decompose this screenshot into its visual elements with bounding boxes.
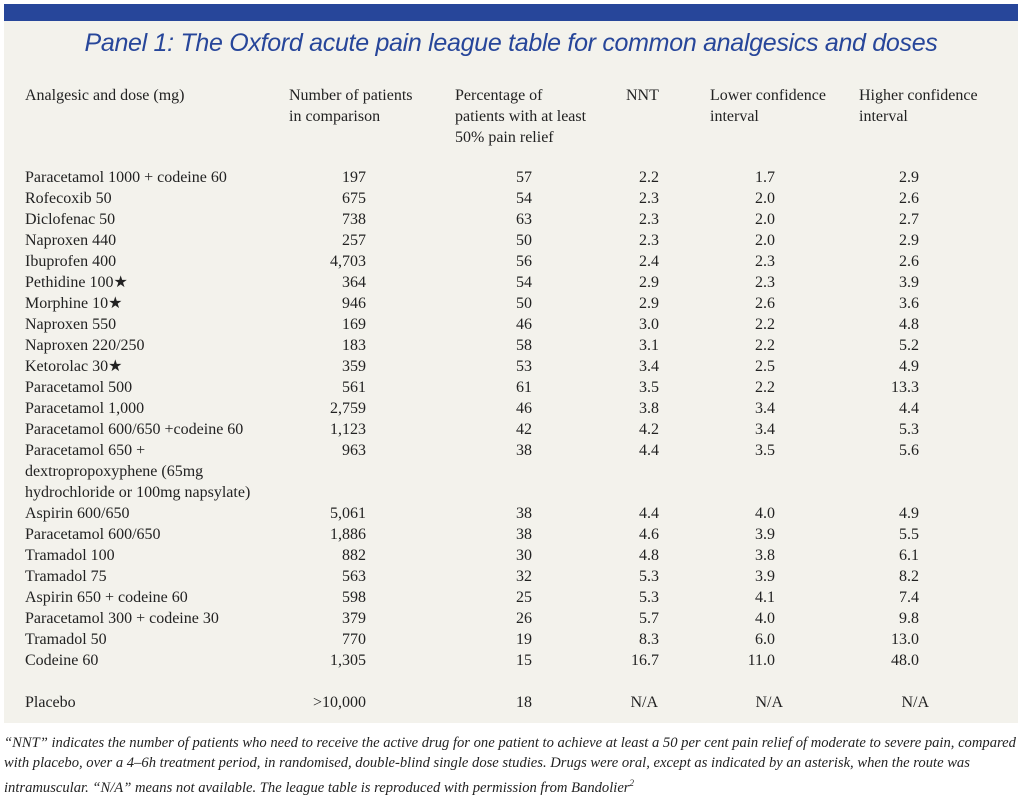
table-row: [4, 209, 1018, 230]
table-row: [4, 272, 1018, 293]
table-row: [4, 230, 1018, 251]
cell-analgesic: Tramadol 100: [25, 547, 115, 564]
table-row: [4, 356, 1018, 377]
cell-n: 675: [342, 190, 366, 207]
col-header-percentage-line: patients with at least: [455, 108, 587, 125]
table-row: [4, 377, 1018, 398]
table-row: [4, 545, 1018, 566]
cell-nnt: 2.3: [639, 211, 659, 228]
table-row: [4, 335, 1018, 356]
cell-low: 3.5: [755, 442, 775, 459]
table-row: [4, 587, 1018, 608]
cell-nnt: N/A: [630, 694, 658, 711]
cell-low: 11.0: [747, 652, 775, 669]
cell-low: 2.0: [755, 232, 775, 249]
cell-n: 379: [342, 610, 366, 627]
cell-nnt: 3.8: [639, 400, 659, 417]
cell-low: 6.0: [755, 631, 775, 648]
cell-pct: 42: [516, 421, 532, 438]
cell-high: 3.9: [899, 274, 919, 291]
cell-analgesic: Paracetamol 1000 + codeine 60: [25, 169, 227, 186]
cell-nnt: 2.9: [639, 274, 659, 291]
cell-high: N/A: [901, 694, 929, 711]
cell-nnt: 4.8: [639, 547, 659, 564]
cell-pct: 15: [516, 652, 532, 669]
cell-n: 1,123: [330, 421, 366, 438]
col-header-nnt: NNT: [626, 87, 659, 104]
cell-nnt: 3.1: [639, 337, 659, 354]
col-header-lower-ci: [710, 85, 826, 127]
col-header-higher-ci: [859, 85, 978, 127]
cell-n: 946: [342, 295, 366, 312]
col-header-lower-line: interval: [710, 108, 759, 125]
cell-n: 2,759: [330, 400, 366, 417]
cell-pct: 38: [516, 505, 532, 522]
cell-low: 2.3: [755, 274, 775, 291]
cell-pct: 54: [516, 190, 532, 207]
cell-pct: 38: [516, 442, 532, 459]
cell-nnt: 4.4: [639, 505, 659, 522]
cell-low: 2.2: [755, 337, 775, 354]
table-row: [4, 251, 1018, 272]
cell-analgesic-line: dextropropoxyphene (65mg: [25, 463, 204, 480]
cell-analgesic: Pethidine 100★: [25, 274, 128, 291]
cell-nnt: 3.5: [639, 379, 659, 396]
cell-n: 5,061: [330, 505, 366, 522]
cell-n: 4,703: [330, 253, 366, 270]
cell-n: 359: [342, 358, 366, 375]
cell-analgesic: Aspirin 600/650: [25, 505, 130, 522]
cell-low: 4.1: [755, 589, 775, 606]
table-row: [4, 692, 1018, 713]
cell-low: 2.2: [755, 316, 775, 333]
cell-analgesic: Naproxen 550: [25, 316, 117, 333]
cell-low: 3.9: [755, 526, 775, 543]
cell-analgesic: Paracetamol 600/650: [25, 526, 161, 543]
cell-low: N/A: [755, 694, 783, 711]
cell-high: 2.9: [899, 232, 919, 249]
cell-analgesic: Naproxen 440: [25, 232, 117, 249]
cell-nnt: 2.9: [639, 295, 659, 312]
table-row: [4, 503, 1018, 524]
col-header-higher-line: Higher confidence: [859, 87, 978, 104]
cell-n: 183: [342, 337, 366, 354]
cell-n: >10,000: [312, 694, 366, 711]
cell-analgesic-line: Paracetamol 650 +: [25, 442, 146, 459]
cell-n: 1,886: [330, 526, 366, 543]
header-bar: [4, 4, 1018, 21]
cell-analgesic: Diclofenac 50: [25, 211, 116, 228]
cell-pct: 46: [516, 400, 532, 417]
cell-high: 2.7: [899, 211, 919, 228]
cell-analgesic: Codeine 60: [25, 652, 99, 669]
cell-pct: 32: [516, 568, 532, 585]
cell-low: 2.3: [755, 253, 775, 270]
col-header-higher-line: interval: [859, 108, 908, 125]
cell-analgesic: Tramadol 75: [25, 568, 107, 585]
table-row: [4, 629, 1018, 650]
cell-analgesic: [25, 440, 250, 503]
table-row: [4, 419, 1018, 440]
cell-analgesic: Naproxen 220/250: [25, 337, 145, 354]
cell-nnt: 4.6: [639, 526, 659, 543]
cell-pct: 56: [516, 253, 532, 270]
cell-high: 8.2: [899, 568, 919, 585]
cell-low: 1.7: [755, 169, 775, 186]
table-row: [4, 440, 1018, 503]
cell-n: 561: [342, 379, 366, 396]
table-row: [4, 314, 1018, 335]
cell-low: 2.0: [755, 190, 775, 207]
table-row: [4, 650, 1018, 671]
cell-pct: 26: [516, 610, 532, 627]
cell-analgesic: Morphine 10★: [25, 295, 123, 312]
cell-n: 169: [342, 316, 366, 333]
cell-analgesic: Paracetamol 300 + codeine 30: [25, 610, 219, 627]
cell-high: 2.6: [899, 253, 919, 270]
cell-analgesic-line: hydrochloride or 100mg napsylate): [25, 484, 251, 501]
cell-high: 4.4: [899, 400, 919, 417]
cell-low: 2.2: [755, 379, 775, 396]
cell-n: 257: [342, 232, 366, 249]
cell-analgesic: Tramadol 50: [25, 631, 107, 648]
cell-high: 7.4: [899, 589, 919, 606]
cell-nnt: 2.3: [639, 232, 659, 249]
cell-high: 5.5: [899, 526, 919, 543]
cell-high: 4.9: [899, 358, 919, 375]
col-header-percentage: [455, 85, 586, 148]
table-row: [4, 524, 1018, 545]
cell-high: 6.1: [899, 547, 919, 564]
cell-pct: 50: [516, 232, 532, 249]
cell-pct: 61: [516, 379, 532, 396]
table-row: [4, 566, 1018, 587]
cell-nnt: 5.7: [639, 610, 659, 627]
cell-high: 13.0: [891, 631, 919, 648]
cell-n: 598: [342, 589, 366, 606]
cell-high: 48.0: [891, 652, 919, 669]
cell-analgesic: Paracetamol 600/650 +codeine 60: [25, 421, 244, 438]
table-body: [4, 167, 1018, 713]
cell-n: 882: [342, 547, 366, 564]
cell-low: 4.0: [755, 505, 775, 522]
cell-pct: 25: [516, 589, 532, 606]
footnote: [4, 733, 1018, 798]
cell-n: 963: [342, 442, 366, 459]
col-header-patients-line: in comparison: [289, 108, 381, 125]
cell-n: 738: [342, 211, 366, 228]
cell-high: 4.8: [899, 316, 919, 333]
table-row: [4, 293, 1018, 314]
cell-low: 3.4: [755, 421, 775, 438]
cell-n: 197: [342, 169, 366, 186]
table-row: [4, 608, 1018, 629]
cell-nnt: 3.0: [639, 316, 659, 333]
cell-pct: 18: [516, 694, 532, 711]
cell-pct: 53: [516, 358, 532, 375]
cell-pct: 50: [516, 295, 532, 312]
cell-nnt: 2.2: [639, 169, 659, 186]
cell-n: 563: [342, 568, 366, 585]
cell-analgesic: Ibuprofen 400: [25, 253, 117, 270]
panel-title: Panel 1: The Oxford acute pain league table for common analgesics and doses: [84, 29, 938, 57]
cell-pct: 58: [516, 337, 532, 354]
cell-high: 2.9: [899, 169, 919, 186]
cell-nnt: 4.2: [639, 421, 659, 438]
cell-pct: 63: [516, 211, 532, 228]
cell-n: 364: [342, 274, 366, 291]
cell-high: 5.6: [899, 442, 919, 459]
footnote-text: “NNT” indicates the number of patients who need to receive the active drug for one patient to achieve at least a 50 per cent pain relief of moderate to severe pain, compared with placebo, over a 4–6h treatment period, in randomised, double-blind single dose studies. Drugs were oral, except as indicated by an asterisk, when the route was intramuscular. “N/A” means not available. The league table is reproduced with permission from Bandolier: [4, 735, 1016, 796]
cell-pct: 57: [516, 169, 532, 186]
cell-n: 1,305: [330, 652, 366, 669]
cell-high: 4.9: [899, 505, 919, 522]
cell-analgesic: Aspirin 650 + codeine 60: [25, 589, 188, 606]
cell-high: 2.6: [899, 190, 919, 207]
cell-high: 3.6: [899, 295, 919, 312]
cell-high: 13.3: [891, 379, 919, 396]
cell-low: 3.8: [755, 547, 775, 564]
cell-pct: 19: [516, 631, 532, 648]
footnote-reference: 2: [629, 778, 634, 788]
cell-low: 3.9: [755, 568, 775, 585]
col-header-percentage-line: Percentage of: [455, 87, 543, 104]
cell-analgesic: Ketorolac 30★: [25, 358, 123, 375]
cell-pct: 38: [516, 526, 532, 543]
table-panel: [4, 21, 1018, 723]
cell-nnt: 5.3: [639, 589, 659, 606]
col-header-patients: [289, 85, 413, 127]
cell-nnt: 8.3: [639, 631, 659, 648]
table-row: [4, 188, 1018, 209]
cell-low: 2.0: [755, 211, 775, 228]
cell-pct: 46: [516, 316, 532, 333]
cell-low: 4.0: [755, 610, 775, 627]
cell-nnt: 4.4: [639, 442, 659, 459]
cell-nnt: 16.7: [631, 652, 659, 669]
cell-low: 2.5: [755, 358, 775, 375]
cell-analgesic: Rofecoxib 50: [25, 190, 112, 207]
cell-nnt: 2.4: [639, 253, 659, 270]
cell-high: 9.8: [899, 610, 919, 627]
cell-low: 3.4: [755, 400, 775, 417]
cell-nnt: 5.3: [639, 568, 659, 585]
cell-analgesic: Paracetamol 1,000: [25, 400, 145, 417]
table-row: [4, 167, 1018, 188]
col-header-lower-line: Lower confidence: [710, 87, 826, 104]
col-header-analgesic: Analgesic and dose (mg): [25, 87, 185, 104]
cell-nnt: 3.4: [639, 358, 659, 375]
cell-n: 770: [342, 631, 366, 648]
cell-pct: 54: [516, 274, 532, 291]
table-row: [4, 398, 1018, 419]
cell-high: 5.3: [899, 421, 919, 438]
cell-analgesic: Paracetamol 500: [25, 379, 133, 396]
col-header-percentage-line: 50% pain relief: [455, 129, 554, 146]
cell-low: 2.6: [755, 295, 775, 312]
col-header-patients-line: Number of patients: [289, 87, 413, 104]
cell-nnt: 2.3: [639, 190, 659, 207]
cell-high: 5.2: [899, 337, 919, 354]
cell-pct: 30: [516, 547, 532, 564]
cell-analgesic: Placebo: [25, 694, 76, 711]
